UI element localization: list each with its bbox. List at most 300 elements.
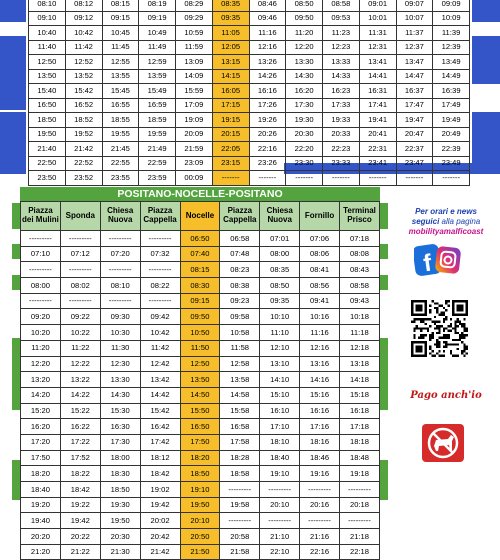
time-cell: 11:22 [60, 340, 100, 356]
table-row [21, 482, 380, 498]
time-cell: 18:48 [340, 450, 380, 466]
time-cell: --------- [340, 513, 380, 529]
time-cell: 08:58 [340, 278, 380, 294]
time-cell: 18:30 [100, 466, 140, 482]
time-cell: 10:58 [220, 325, 260, 341]
time-cell: --------- [60, 262, 100, 278]
alla-pagina-text: alla pagina [439, 217, 481, 226]
time-cell: 19:42 [60, 513, 100, 529]
time-cell: 15:16 [300, 387, 340, 403]
green-bar-left-4 [12, 338, 20, 410]
time-cell: 16:50 [29, 98, 66, 113]
time-cell: 22:31 [359, 142, 396, 157]
time-cell: 20:30 [100, 529, 140, 545]
time-cell: 19:02 [140, 482, 180, 498]
time-cell: 16:16 [300, 403, 340, 419]
time-cell: 09:50 [180, 309, 220, 325]
green-bar-left-2 [12, 244, 20, 259]
time-cell: 09:19 [139, 11, 176, 26]
time-cell: 15:20 [21, 403, 61, 419]
time-cell: 15:42 [65, 84, 102, 99]
table-row [21, 278, 380, 294]
table-row [29, 113, 470, 128]
time-cell: 18:40 [21, 482, 61, 498]
time-cell: 17:26 [249, 98, 286, 113]
qr-code-icon[interactable] [411, 300, 468, 362]
time-cell: 12:52 [65, 55, 102, 70]
time-cell: 17:18 [340, 419, 380, 435]
time-cell: 15:22 [60, 403, 100, 419]
time-cell: 22:23 [323, 142, 360, 157]
time-cell: 08:50 [286, 0, 323, 11]
time-cell: 11:31 [359, 26, 396, 41]
time-cell: 15:58 [220, 403, 260, 419]
time-cell: 18:20 [21, 466, 61, 482]
time-cell: 10:18 [340, 309, 380, 325]
table-row [29, 156, 470, 171]
time-cell: 08:22 [140, 278, 180, 294]
time-cell: 18:42 [140, 466, 180, 482]
time-cell: --------- [100, 262, 140, 278]
green-bar-right-4 [380, 338, 388, 410]
time-cell: 10:59 [176, 26, 213, 41]
top-timetable [28, 0, 470, 186]
time-cell: 17:50 [180, 434, 220, 450]
time-cell: 16:37 [396, 84, 433, 99]
time-cell: 16:39 [433, 84, 470, 99]
time-cell: 10:50 [180, 325, 220, 341]
time-cell: --------- [220, 513, 260, 529]
time-cell: 22:16 [300, 544, 340, 560]
table-row [21, 544, 380, 560]
time-cell: 18:28 [220, 450, 260, 466]
time-cell: 08:35 [260, 262, 300, 278]
time-cell: 20:18 [340, 497, 380, 513]
time-cell: 13:59 [139, 69, 176, 84]
time-cell: 11:49 [139, 40, 176, 55]
time-cell: 07:48 [220, 246, 260, 262]
time-cell: 21:58 [220, 544, 260, 560]
time-cell: 09:09 [433, 0, 470, 11]
time-cell: 21:42 [65, 142, 102, 157]
time-cell: 14:50 [180, 387, 220, 403]
time-cell: 16:20 [21, 419, 61, 435]
time-cell: 07:10 [21, 246, 61, 262]
time-cell: 17:10 [260, 419, 300, 435]
time-cell: 08:19 [139, 0, 176, 11]
time-cell: 11:20 [286, 26, 323, 41]
time-cell: 21:18 [340, 529, 380, 545]
time-cell: 13:52 [65, 69, 102, 84]
time-cell: 10:01 [359, 11, 396, 26]
time-cell: 09:20 [21, 309, 61, 325]
time-cell: 06:58 [220, 231, 260, 247]
time-cell: 19:16 [300, 466, 340, 482]
time-cell: 22:18 [340, 544, 380, 560]
time-cell: 12:37 [396, 40, 433, 55]
time-cell: 14:49 [433, 69, 470, 84]
time-cell: 08:29 [176, 0, 213, 11]
time-cell: --------- [60, 231, 100, 247]
table-row [29, 40, 470, 55]
time-cell: 08:00 [21, 278, 61, 294]
time-cell: --------- [260, 482, 300, 498]
time-cell: 11:37 [396, 26, 433, 41]
time-cell: 21:30 [100, 544, 140, 560]
time-cell: 22:20 [286, 142, 323, 157]
time-cell: 15:40 [29, 84, 66, 99]
time-cell: 18:42 [60, 482, 100, 498]
time-cell: ------- [323, 171, 360, 186]
time-cell: 20:16 [300, 497, 340, 513]
svg-text:f: f [421, 249, 434, 277]
time-cell: 16:30 [100, 419, 140, 435]
time-cell: 00:09 [176, 171, 213, 186]
time-cell: 13:33 [323, 55, 360, 70]
time-cell: 18:50 [29, 113, 66, 128]
time-cell: 14:33 [323, 69, 360, 84]
time-cell: 14:22 [60, 387, 100, 403]
time-cell: ------- [396, 171, 433, 186]
table-row [21, 513, 380, 529]
time-cell: 16:20 [286, 84, 323, 99]
time-cell: ------- [359, 171, 396, 186]
time-cell: 23:15 [212, 156, 249, 171]
time-cell: 23:49 [433, 156, 470, 171]
time-cell: 12:16 [249, 40, 286, 55]
time-cell: 19:50 [180, 497, 220, 513]
time-cell: 21:59 [176, 142, 213, 157]
time-cell: 23:41 [359, 156, 396, 171]
time-cell: 16:55 [102, 98, 139, 113]
time-cell: 12:30 [100, 356, 140, 372]
blue-bar-left-1 [0, 0, 26, 22]
time-cell: 08:58 [323, 0, 360, 11]
table-row [21, 372, 380, 388]
time-cell: 17:30 [286, 98, 323, 113]
time-cell: 08:10 [100, 278, 140, 294]
table-row [21, 466, 380, 482]
time-cell: 14:47 [396, 69, 433, 84]
blue-bar-right-2 [472, 36, 500, 84]
time-cell: 21:50 [180, 544, 220, 560]
time-cell: 08:10 [29, 0, 66, 11]
time-cell: 08:46 [249, 0, 286, 11]
time-cell: 16:59 [139, 98, 176, 113]
time-cell: 07:18 [340, 231, 380, 247]
time-cell: 21:20 [21, 544, 61, 560]
time-cell: 11:45 [102, 40, 139, 55]
time-cell: 22:39 [433, 142, 470, 157]
time-cell: 10:49 [139, 26, 176, 41]
time-cell: 10:45 [102, 26, 139, 41]
table-row [21, 419, 380, 435]
time-cell: --------- [60, 293, 100, 309]
time-cell: 20:30 [286, 127, 323, 142]
time-cell: 19:18 [340, 466, 380, 482]
time-cell: 09:07 [396, 0, 433, 11]
time-cell: 12:58 [220, 356, 260, 372]
time-cell: 19:20 [21, 497, 61, 513]
time-cell: 12:59 [139, 55, 176, 70]
time-cell: 10:40 [29, 26, 66, 41]
time-cell: 20:22 [60, 529, 100, 545]
time-cell: 11:23 [323, 26, 360, 41]
time-cell: --------- [21, 231, 61, 247]
time-cell: 18:16 [300, 434, 340, 450]
time-cell: 19:52 [65, 127, 102, 142]
time-cell: 11:30 [100, 340, 140, 356]
time-cell: 17:09 [176, 98, 213, 113]
time-cell: 09:58 [220, 309, 260, 325]
time-cell: 18:12 [140, 450, 180, 466]
time-cell: --------- [340, 482, 380, 498]
time-cell: 09:01 [359, 0, 396, 11]
time-cell: 10:42 [140, 325, 180, 341]
time-cell: 19:41 [359, 113, 396, 128]
green-bar-left-1 [12, 203, 20, 229]
column-header: Chiesa Nuova [260, 202, 300, 231]
time-cell: 14:58 [220, 387, 260, 403]
time-cell: 12:39 [433, 40, 470, 55]
time-cell: 09:53 [323, 11, 360, 26]
time-cell: 22:05 [212, 142, 249, 157]
time-cell: 22:10 [260, 544, 300, 560]
time-cell: 21:10 [260, 529, 300, 545]
time-cell: 12:20 [21, 356, 61, 372]
time-cell: 13:16 [300, 356, 340, 372]
table-row [21, 356, 380, 372]
blue-bar-left-3 [0, 112, 26, 174]
time-cell: 18:10 [260, 434, 300, 450]
time-cell: 17:20 [21, 434, 61, 450]
column-header: Piazza Cappella [140, 202, 180, 231]
column-header: Terminal Prisco [340, 202, 380, 231]
time-cell: 19:26 [249, 113, 286, 128]
time-cell: 12:55 [102, 55, 139, 70]
time-cell: 13:15 [212, 55, 249, 70]
time-cell: 22:59 [139, 156, 176, 171]
time-cell: 20:02 [140, 513, 180, 529]
time-cell: 16:58 [220, 419, 260, 435]
time-cell: 13:20 [21, 372, 61, 388]
table-row [21, 403, 380, 419]
time-cell: 10:09 [433, 11, 470, 26]
time-cell: 10:16 [300, 309, 340, 325]
time-cell: --------- [100, 293, 140, 309]
time-cell: 18:00 [100, 450, 140, 466]
time-cell: 09:43 [340, 293, 380, 309]
seguici-text: seguici [411, 217, 440, 226]
time-cell: 08:02 [60, 278, 100, 294]
time-cell: 11:18 [340, 325, 380, 341]
time-cell: 08:12 [65, 0, 102, 11]
time-cell: --------- [260, 513, 300, 529]
time-cell: 13:50 [180, 372, 220, 388]
time-cell: 12:50 [180, 356, 220, 372]
time-cell: 09:15 [102, 11, 139, 26]
time-cell: 15:50 [180, 403, 220, 419]
table-row [29, 84, 470, 99]
time-cell: 23:50 [29, 171, 66, 186]
table-row [29, 26, 470, 41]
time-cell: 09:12 [65, 11, 102, 26]
time-cell: 18:20 [180, 450, 220, 466]
time-cell: 19:10 [180, 482, 220, 498]
time-cell: 10:42 [65, 26, 102, 41]
time-cell: 20:42 [140, 529, 180, 545]
time-cell: 16:10 [260, 403, 300, 419]
time-cell: 12:31 [359, 40, 396, 55]
time-cell: 16:52 [65, 98, 102, 113]
time-cell: 17:22 [60, 434, 100, 450]
time-cell: --------- [300, 513, 340, 529]
time-cell: 16:42 [140, 419, 180, 435]
time-cell: 23:09 [176, 156, 213, 171]
route-title: POSITANO-NOCELLE-POSITANO [20, 187, 380, 201]
time-cell: 08:23 [220, 262, 260, 278]
time-cell: 14:26 [249, 69, 286, 84]
facebook-instagram-icon[interactable] [414, 243, 462, 282]
time-cell: 14:18 [340, 372, 380, 388]
time-cell: 09:41 [300, 293, 340, 309]
time-cell: 22:37 [396, 142, 433, 157]
time-cell: 11:16 [300, 325, 340, 341]
time-cell: 08:50 [260, 278, 300, 294]
time-cell: 08:06 [300, 246, 340, 262]
time-cell: 10:10 [260, 309, 300, 325]
time-cell: 18:46 [300, 450, 340, 466]
time-cell: 08:43 [340, 262, 380, 278]
time-cell: 15:18 [340, 387, 380, 403]
time-cell: 13:10 [260, 356, 300, 372]
time-cell: 17:58 [220, 434, 260, 450]
table-row [29, 171, 470, 186]
time-cell: 19:10 [260, 466, 300, 482]
green-bar-right-1 [380, 203, 388, 229]
column-header: Piazza dei Mulini [21, 202, 61, 231]
time-cell: 19:58 [220, 497, 260, 513]
table-row [21, 434, 380, 450]
time-cell: 08:56 [300, 278, 340, 294]
time-cell: 13:09 [176, 55, 213, 70]
time-cell: 19:42 [140, 497, 180, 513]
table-row [29, 98, 470, 113]
time-cell: 14:42 [140, 387, 180, 403]
time-cell: 19:33 [323, 113, 360, 128]
time-cell: 21:42 [140, 544, 180, 560]
time-cell: 15:30 [100, 403, 140, 419]
time-cell: 10:22 [60, 325, 100, 341]
time-cell: 17:15 [212, 98, 249, 113]
time-cell: 08:35 [212, 0, 249, 11]
column-header: Fornillo [300, 202, 340, 231]
table-row [21, 231, 380, 247]
time-cell: 07:06 [300, 231, 340, 247]
time-cell: 10:30 [100, 325, 140, 341]
green-bar-left-3 [12, 275, 20, 290]
time-cell: 12:10 [260, 340, 300, 356]
time-cell: 16:22 [60, 419, 100, 435]
time-cell: 09:35 [212, 11, 249, 26]
time-cell: 19:40 [21, 513, 61, 529]
time-cell: 16:23 [323, 84, 360, 99]
table-row [21, 309, 380, 325]
time-cell: 15:59 [176, 84, 213, 99]
time-cell: 07:40 [180, 246, 220, 262]
time-cell: 19:30 [286, 113, 323, 128]
time-cell: 09:10 [29, 11, 66, 26]
time-cell: 08:41 [300, 262, 340, 278]
time-cell: 16:31 [359, 84, 396, 99]
time-cell: 15:42 [140, 403, 180, 419]
time-cell: 20:58 [220, 529, 260, 545]
time-cell: 17:50 [21, 450, 61, 466]
column-header: Sponda [60, 202, 100, 231]
time-cell: --------- [100, 231, 140, 247]
time-cell: 11:42 [65, 40, 102, 55]
blue-bar-right-1 [472, 0, 500, 22]
time-cell: 09:22 [60, 309, 100, 325]
time-cell: 20:33 [323, 127, 360, 142]
table-row [29, 142, 470, 157]
time-cell: 23:52 [65, 171, 102, 186]
table-row [21, 529, 380, 545]
time-cell: 22:16 [249, 142, 286, 157]
time-cell: 08:30 [180, 278, 220, 294]
time-cell: 19:50 [100, 513, 140, 529]
column-header: Chiesa Nuova [100, 202, 140, 231]
time-cell: --------- [140, 262, 180, 278]
time-cell: 11:58 [220, 340, 260, 356]
time-cell: 20:41 [359, 127, 396, 142]
time-cell: 17:52 [60, 450, 100, 466]
time-cell: 10:07 [396, 11, 433, 26]
time-cell: 12:23 [323, 40, 360, 55]
time-cell: 20:20 [21, 529, 61, 545]
table-row [21, 387, 380, 403]
time-cell: 19:49 [433, 113, 470, 128]
time-cell: 16:18 [340, 403, 380, 419]
time-cell: 22:52 [65, 156, 102, 171]
table-row [21, 293, 380, 309]
time-cell: 09:29 [176, 11, 213, 26]
time-cell: 21:45 [102, 142, 139, 157]
time-cell: 11:10 [260, 325, 300, 341]
time-cell: 19:55 [102, 127, 139, 142]
time-cell: 09:50 [286, 11, 323, 26]
time-cell: 08:15 [102, 0, 139, 11]
time-cell: 09:23 [220, 293, 260, 309]
time-cell: 18:52 [65, 113, 102, 128]
time-cell: 17:30 [100, 434, 140, 450]
time-cell: 16:50 [180, 419, 220, 435]
time-cell: 14:10 [260, 372, 300, 388]
time-cell: --------- [140, 293, 180, 309]
time-cell: 11:39 [433, 26, 470, 41]
table-row [21, 262, 380, 278]
green-bar-left-5 [12, 460, 20, 500]
time-cell: 07:20 [100, 246, 140, 262]
time-cell: --------- [21, 262, 61, 278]
green-bar-right-5 [380, 460, 388, 500]
time-cell: 23:33 [323, 156, 360, 171]
no-dogs-icon [422, 424, 464, 467]
table-row [29, 55, 470, 70]
time-cell: 15:45 [102, 84, 139, 99]
info-line-follow [392, 217, 500, 227]
time-cell: 17:42 [140, 434, 180, 450]
